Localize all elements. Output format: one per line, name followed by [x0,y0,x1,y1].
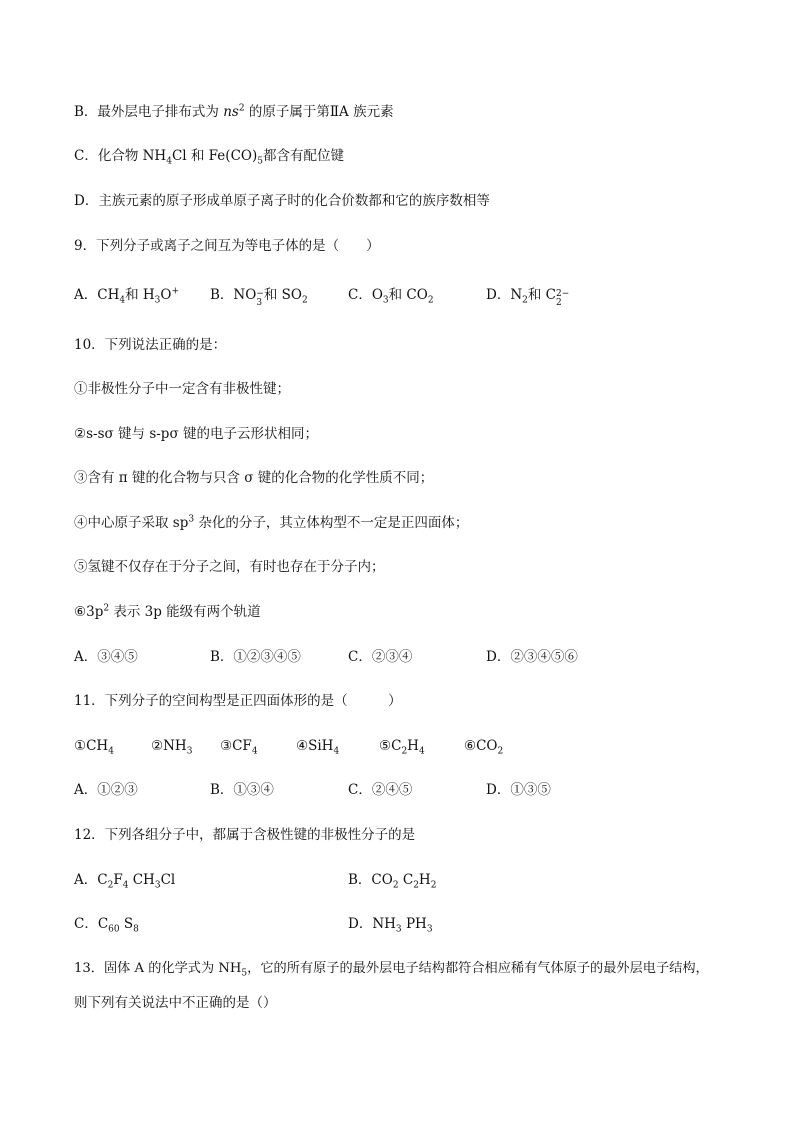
q9-stem: 9．下列分子或离子之间互为等电子体的是（ ） [74,238,380,254]
q10-statement-5: ⑤氢键不仅存在于分子之间，有时也存在于分子内； [74,559,385,575]
q11-item-3: $③CF_4$ [220,738,258,757]
q8-option-c: C．化合物 $NH_4Cl$ 和 $Fe(CO)_5$都含有配位键 [74,148,344,167]
q13-stem-line-1: 13．固体 A 的化学式为 $NH_5$，它的所有原子的最外层电子结构都符合相应稀有气体原子的最外层电子结构， [74,961,709,979]
q11-stem: 11．下列分子的空间构型是正四面体形的是（ ） [74,693,402,709]
q11-option-d: D．①③⑤ [486,782,551,798]
q10-statement-2: ②s-sσ 键与 s-pσ 键的电子云形状相同； [74,426,318,442]
q10-option-d: D．②③④⑤⑥ [486,649,578,665]
q10-statement-4: ④中心原子采取 $sp^3$ 杂化的分子，其立体构型不一定是正四面体； [74,514,469,531]
q10-option-b: B．①②③④⑤ [210,649,301,665]
q10-statement-6: $⑥3p^2$ 表示 3p 能级有两个轨道 [74,603,261,620]
q8-option-b: B．最外层电子排布式为 $ns^2$ 的原子属于第ⅡA 族元素 [74,103,394,120]
q11-item-6: $⑥CO_2$ [464,738,504,757]
q11-options [74,782,734,802]
q9-options [74,287,734,307]
q12-stem: 12．下列各组分子中，都属于含极性键的非极性分子的是 [74,827,416,843]
q10-statement-1: ①非极性分子中一定含有非极性键； [74,381,290,397]
q9-option-b: B．NO − 3 和 $SO_2$ [210,287,308,308]
q8-option-d: D．主族元素的原子形成单原子离子时的化合价数都和它的族序数相等 [74,193,490,209]
q11-items [74,738,734,758]
q11-option-a: A．①②③ [74,782,138,798]
q12-option-a: A．$C_2F_4$ $CH_3Cl$ [74,872,176,891]
q11-item-1: $①CH_4$ [74,738,114,757]
q12-option-b: B．$CO_2$ $C_2H_2$ [348,872,437,891]
q10-option-a: A．③④⑤ [74,649,138,665]
q9-option-c: C．$O_3$和 $CO_2$ [348,287,434,306]
q11-item-5: $⑤C_2H_4$ [379,738,425,757]
q9-option-a: A．$CH_4$和 $H_3O^+$ [74,286,180,306]
q13-stem-line-2: 则下列有关说法中不正确的是（） [74,995,277,1011]
q10-options [74,649,734,669]
q11-option-b: B．①③④ [210,782,274,798]
q12-option-d: D．$NH_3$ $PH_3$ [348,916,433,935]
q11-option-c: C．②④⑤ [348,782,413,798]
q12-option-c: C．$C_{60}$ $S_8$ [74,916,139,935]
q10-stem: 10．下列说法正确的是： [74,337,227,353]
q11-item-2: $②NH_3$ [151,738,193,757]
q12-options-row-1 [74,872,734,892]
q9-option-d: D．$N_2$和 C 2− 2 [486,287,570,308]
q10-statement-3: ③含有 π 键的化合物与只含 σ 键的化合物的化学性质不同； [74,470,434,486]
q11-item-4: ④SiH$_4$ [296,738,340,757]
q10-option-c: C．②③④ [348,649,413,665]
q12-options-row-2 [74,916,734,936]
